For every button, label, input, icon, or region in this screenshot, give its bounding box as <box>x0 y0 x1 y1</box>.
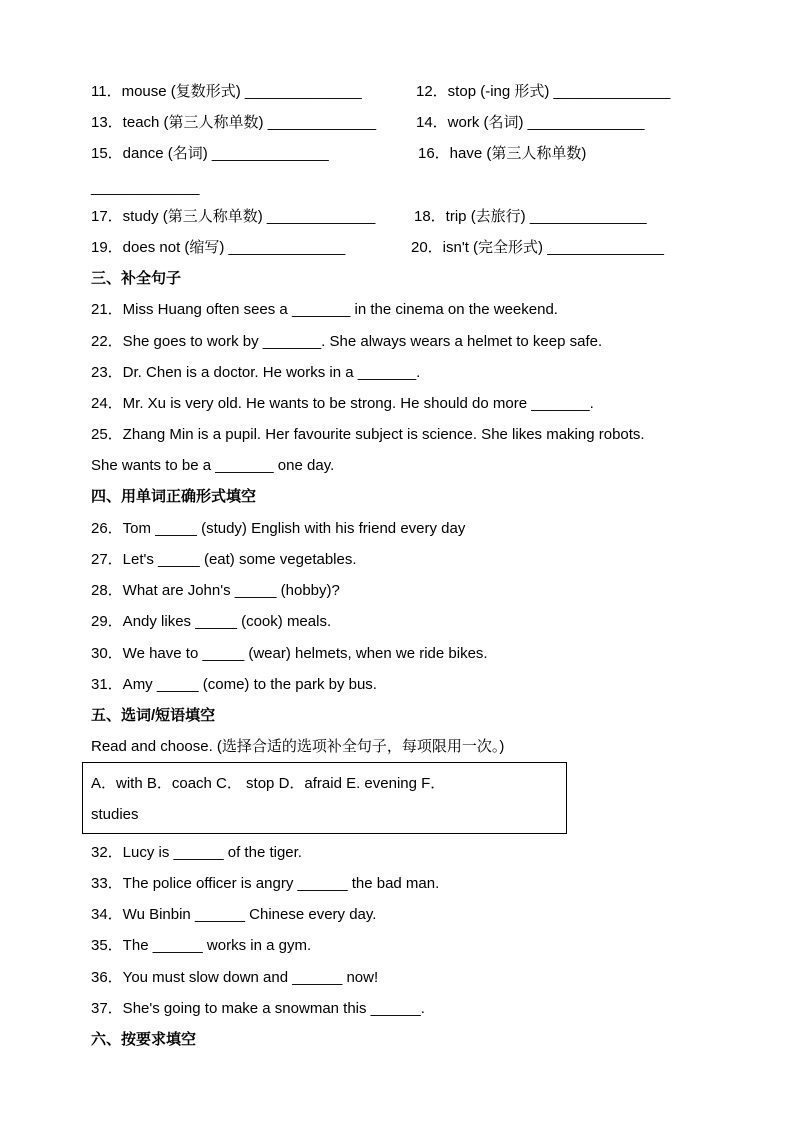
item-11: 11．mouse (复数形式) ______________ <box>91 83 362 100</box>
item-22: 22．She goes to work by _______. She always wears a helmet to keep safe. <box>91 333 603 350</box>
item-16: 16．have (第三人称单数) <box>418 145 587 162</box>
item-14: 14．work (名词) ______________ <box>416 114 645 131</box>
item-17: 17．study (第三人称单数) _____________ <box>91 208 376 225</box>
word-bank-box <box>82 762 567 834</box>
item-35: 35．The ______ works in a gym. <box>91 937 312 954</box>
item-21: 21．Miss Huang often sees a _______ in the cinema on the weekend. <box>91 301 558 318</box>
section-5-heading: 五、选词/短语填空 <box>91 707 216 724</box>
item-13: 13．teach (第三人称单数) _____________ <box>91 114 377 131</box>
item-23: 23．Dr. Chen is a doctor. He works in a _______. <box>91 364 421 381</box>
item-15: 15．dance (名词) ______________ <box>91 145 329 162</box>
item-19: 19．does not (缩写) ______________ <box>91 239 346 256</box>
item-25: 25．Zhang Min is a pupil. Her favourite subject is science. She likes making robots. <box>91 426 645 443</box>
item-33: 33．The police officer is angry ______ the bad man. <box>91 875 440 892</box>
item-34: 34．Wu Binbin ______ Chinese every day. <box>91 906 377 923</box>
item-28: 28．What are John's _____ (hobby)? <box>91 582 340 599</box>
word-bank-options-cont: studies <box>91 806 139 823</box>
item-16-blank: _____________ <box>91 179 200 196</box>
item-26: 26．Tom _____ (study) English with his friend every day <box>91 520 466 537</box>
item-18: 18．trip (去旅行) ______________ <box>414 208 647 225</box>
section-6-heading: 六、按要求填空 <box>91 1031 197 1048</box>
item-27: 27．Let's _____ (eat) some vegetables. <box>91 551 357 568</box>
item-12: 12．stop (-ing 形式) ______________ <box>416 83 671 100</box>
item-37: 37．She's going to make a snowman this ______. <box>91 1000 425 1017</box>
item-25-cont: She wants to be a _______ one day. <box>91 457 335 474</box>
item-30: 30．We have to _____ (wear) helmets, when we ride bikes. <box>91 645 488 662</box>
item-24: 24．Mr. Xu is very old. He wants to be strong. He should do more _______. <box>91 395 594 412</box>
item-31: 31．Amy _____ (come) to the park by bus. <box>91 676 377 693</box>
item-20: 20．isn't (完全形式) ______________ <box>411 239 665 256</box>
word-bank-options: A．with B．coach C． stop D．afraid E. evening F． <box>91 775 446 792</box>
item-32: 32．Lucy is ______ of the tiger. <box>91 844 302 861</box>
section-3-heading: 三、补全句子 <box>91 270 182 287</box>
section-5-instruction: Read and choose. (选择合适的选项补全句子，每项限用一次。) <box>91 738 505 755</box>
item-29: 29．Andy likes _____ (cook) meals. <box>91 613 332 630</box>
item-36: 36．You must slow down and ______ now! <box>91 969 379 986</box>
section-4-heading: 四、用单词正确形式填空 <box>91 488 257 505</box>
